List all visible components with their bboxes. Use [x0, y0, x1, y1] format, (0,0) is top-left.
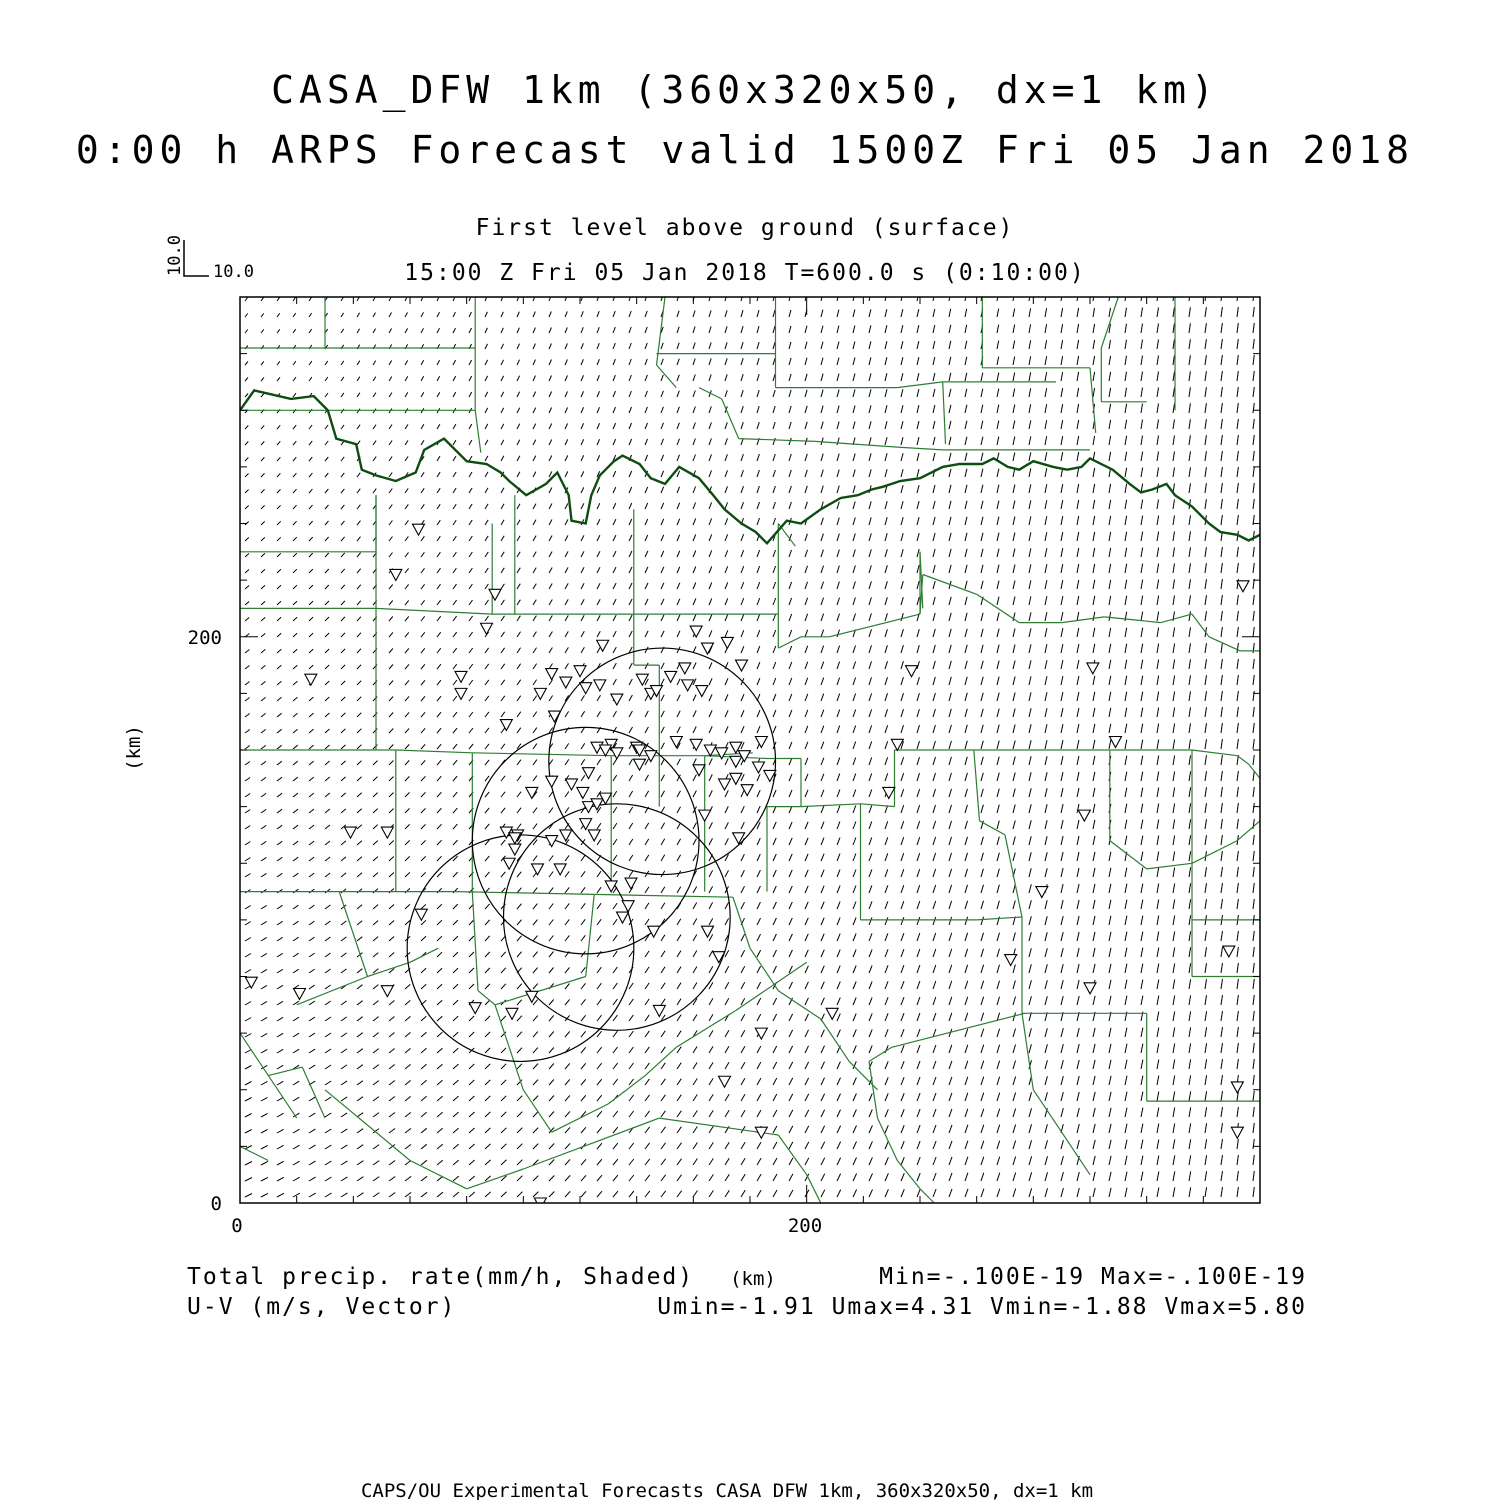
footer-stats2: Umin=-1.91 Umax=4.31 Vmin=-1.88 Vmax=5.80	[657, 1294, 1307, 1320]
county-line	[897, 382, 942, 388]
county-line	[467, 1169, 524, 1189]
county-line	[1192, 841, 1237, 864]
station-marker	[583, 768, 595, 779]
radar-ring	[503, 804, 730, 1030]
county-line	[1249, 764, 1260, 778]
county-line	[1209, 637, 1240, 651]
station-marker	[345, 827, 357, 838]
y-tick-0: 0	[210, 1193, 222, 1215]
station-marker	[455, 688, 467, 699]
radar-range-rings	[407, 648, 775, 1061]
county-line	[980, 821, 1006, 835]
time-label: 15:00 Z Fri 05 Jan 2018 T=600.0 s (0:10:00)	[404, 260, 1086, 286]
county-line	[1062, 617, 1105, 623]
county-line	[302, 1067, 325, 1118]
county-line	[608, 1076, 645, 1104]
station-marker	[588, 830, 600, 841]
county-line	[974, 750, 980, 821]
county-line	[1237, 821, 1260, 841]
title-line2: 0:00 h ARPS Forecast valid 1500Z Fri 05 Jan 2018	[75, 128, 1415, 172]
county-line	[897, 447, 942, 450]
county-line	[472, 753, 611, 756]
county-line	[523, 1118, 659, 1169]
county-line	[410, 1161, 467, 1189]
county-line	[455, 892, 594, 895]
station-marker	[611, 694, 623, 705]
station-marker	[1231, 1127, 1243, 1138]
y-axis-label: (km)	[123, 725, 145, 771]
county-line	[339, 892, 367, 977]
station-marker	[415, 909, 427, 920]
station-marker	[648, 926, 660, 937]
station-marker	[1084, 983, 1096, 994]
county-line	[869, 1047, 892, 1061]
x-tick-0: 0	[231, 1215, 243, 1237]
county-line	[869, 1061, 878, 1118]
station-marker	[699, 810, 711, 821]
station-marker	[719, 1076, 731, 1087]
station-marker	[305, 674, 317, 685]
county-line	[778, 991, 821, 1019]
x-tick-200: 200	[787, 1215, 823, 1237]
station-marker	[1078, 810, 1090, 821]
county-line	[325, 1090, 410, 1161]
county-line	[396, 750, 473, 753]
county-line	[778, 637, 801, 648]
station-marker	[566, 779, 578, 790]
county-line	[586, 894, 595, 976]
county-line	[1104, 617, 1161, 623]
station-marker	[702, 643, 714, 654]
county-line	[892, 1013, 1025, 1047]
station-marker	[390, 569, 402, 580]
county-line	[821, 1019, 849, 1061]
station-marker	[381, 986, 393, 997]
county-line	[376, 608, 492, 614]
county-line	[368, 962, 411, 976]
county-line	[722, 399, 739, 439]
wind-vectors	[245, 291, 1254, 1197]
station-marker	[693, 765, 705, 776]
station-marker	[622, 901, 634, 912]
footer-stats1: Min=-.100E-19 Max=-.100E-19	[879, 1264, 1307, 1290]
county-line	[920, 1189, 934, 1203]
county-line	[509, 1047, 523, 1090]
county-line	[739, 439, 816, 442]
footer-field2: U-V (m/s, Vector)	[187, 1294, 457, 1320]
station-marker	[682, 680, 694, 691]
station-marker	[755, 737, 767, 748]
county-line	[807, 1175, 821, 1203]
station-marker	[704, 745, 716, 756]
station-marker	[1231, 1082, 1243, 1093]
station-marker	[583, 802, 595, 813]
station-marker	[469, 1003, 481, 1014]
station-marker	[719, 779, 731, 790]
county-line	[240, 1146, 268, 1160]
station-marker	[826, 1008, 838, 1019]
station-marker	[653, 1005, 665, 1016]
station-marker	[489, 589, 501, 600]
map-panel	[240, 291, 1260, 1209]
station-marker	[696, 686, 708, 697]
station-marker	[690, 626, 702, 637]
county-line	[943, 382, 946, 444]
county-line	[849, 1061, 877, 1089]
county-boundaries	[240, 297, 1260, 1203]
county-line	[699, 388, 722, 399]
county-line	[1147, 863, 1192, 869]
county-line	[778, 1135, 806, 1175]
station-marker	[503, 858, 515, 869]
station-marker	[574, 666, 586, 677]
county-line	[472, 892, 478, 991]
radar-ring	[407, 835, 634, 1062]
station-marker	[534, 688, 546, 699]
y-tick-200: 200	[187, 627, 222, 649]
station-marker	[554, 864, 566, 875]
station-marker	[730, 773, 742, 784]
station-marker	[665, 671, 677, 682]
county-line	[297, 977, 368, 1005]
county-line	[1101, 297, 1118, 348]
reference-vector	[165, 235, 254, 282]
station-marker	[670, 737, 682, 748]
station-marker	[1110, 737, 1122, 748]
state-border-line	[240, 390, 1260, 543]
county-line	[1237, 756, 1248, 765]
station-marker	[600, 745, 612, 756]
station-marker	[580, 683, 592, 694]
x-axis-label: (km)	[730, 1268, 776, 1290]
state-border	[240, 390, 1260, 543]
county-line	[657, 297, 666, 365]
station-marker	[509, 844, 521, 855]
county-line	[736, 962, 807, 1010]
county-line	[657, 365, 677, 388]
station-marker	[736, 660, 748, 671]
station-marker	[1087, 663, 1099, 674]
station-marker	[413, 524, 425, 535]
station-marker	[381, 827, 393, 838]
footer-field1: Total precip. rate(mm/h, Shaded)	[187, 1264, 695, 1290]
station-marker	[625, 878, 637, 889]
station-marker	[906, 666, 918, 677]
station-marker	[1223, 946, 1235, 957]
level-label: First level above ground (surface)	[475, 215, 1015, 241]
county-line	[923, 575, 977, 595]
radar-ring	[472, 727, 699, 954]
county-line	[1062, 1132, 1090, 1175]
county-line	[1192, 750, 1237, 756]
county-line	[1005, 835, 1022, 917]
county-line	[475, 410, 481, 452]
footer-credit: CAPS/OU Experimental Forecasts CASA DFW 1km, 360x320x50, dx=1 km	[360, 1480, 1094, 1500]
station-marker	[560, 677, 572, 688]
station-marker	[594, 680, 606, 691]
station-marker	[721, 637, 733, 648]
station-marker	[636, 674, 648, 685]
station-marker	[546, 776, 558, 787]
station-marker	[634, 759, 646, 770]
county-line	[676, 1011, 736, 1048]
station-marker	[1005, 955, 1017, 966]
county-line	[594, 894, 733, 897]
county-line	[1192, 614, 1209, 637]
station-marker	[1237, 581, 1249, 592]
county-line	[645, 1047, 676, 1075]
title-line1: CASA_DFW 1km (360x320x50, dx=1 km)	[271, 68, 1219, 112]
county-line	[1090, 368, 1096, 433]
station-marker	[560, 830, 572, 841]
station-marker	[577, 787, 589, 798]
station-marker	[611, 748, 623, 759]
station-marker	[617, 912, 629, 923]
station-marker	[294, 988, 306, 999]
station-marker	[753, 762, 765, 773]
county-line	[1033, 1090, 1061, 1132]
station-marker	[481, 623, 493, 634]
station-marker	[679, 663, 691, 674]
county-line	[410, 948, 438, 962]
county-line	[1022, 1013, 1033, 1090]
station-marker	[730, 756, 742, 767]
county-line	[801, 804, 861, 807]
station-marker	[532, 864, 544, 875]
reference-vector-v-label: 10.0	[165, 235, 185, 276]
station-marker	[245, 977, 257, 988]
station-marker	[506, 1008, 518, 1019]
county-line	[861, 804, 895, 807]
county-line	[552, 1104, 609, 1132]
county-line	[1161, 614, 1192, 623]
reference-vector-u-label: 10.0	[213, 262, 254, 282]
county-line	[268, 1067, 302, 1076]
station-marker	[546, 669, 558, 680]
wind-vector-field	[245, 291, 1254, 1197]
station-marker	[500, 720, 512, 731]
station-marker	[690, 739, 702, 750]
station-marker	[755, 1028, 767, 1039]
station-marker	[1036, 887, 1048, 898]
county-line	[878, 1118, 898, 1160]
county-line	[829, 614, 920, 637]
